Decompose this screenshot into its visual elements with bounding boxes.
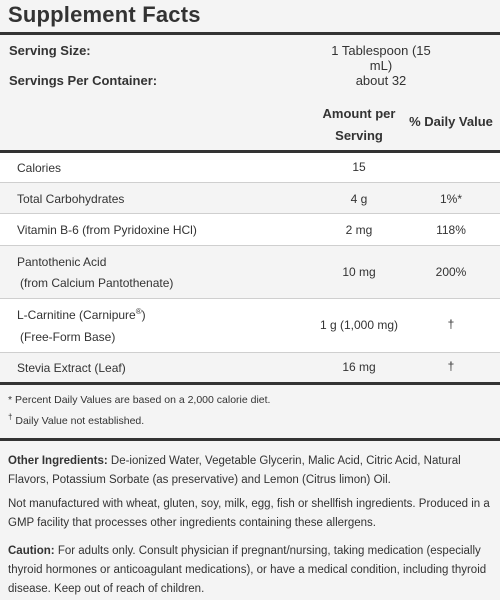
nutrient-name-text: L-Carnitine (Carnipure [17, 308, 136, 322]
table-row [0, 353, 500, 382]
title-divider [0, 32, 500, 35]
percent-daily-value-footnote: * Percent Daily Values are based on a 2,000 calorie diet. [8, 394, 271, 406]
nutrient-name: Stevia Extract (Leaf) [17, 361, 126, 375]
nutrient-amount: 15 [352, 160, 366, 174]
footnote-divider [0, 438, 500, 441]
nutrient-amount: 2 mg [345, 223, 373, 237]
table-bottom-divider [0, 382, 500, 385]
other-ingredients [8, 452, 496, 490]
nutrient-amount: 10 mg [342, 265, 376, 279]
nutrient-name-close: ) [141, 308, 146, 322]
nutrient-source: (Free-Form Base) [20, 330, 116, 344]
nutrient-amount: 16 mg [342, 360, 376, 374]
nutrient-amount: 1 g (1,000 mg) [319, 318, 399, 332]
servings-per-container-label: Servings Per Container: [9, 73, 158, 88]
nutrient-source: (from Calcium Pantothenate) [20, 276, 174, 290]
table-row [0, 153, 500, 183]
daily-value-header: % Daily Value [409, 114, 493, 129]
table-row [0, 246, 500, 299]
nutrient-daily-value: † [447, 359, 455, 373]
serving-size-label: Serving Size: [9, 43, 91, 58]
caution-text: For adults only. Consult physician if pregnant/nursing, taking medication (especially thyroid hormones or anticoagulant medications), or have a medical condition, including thyroid disease. Keep out of reach of children. [8, 545, 487, 595]
nutrient-name: Pantothenic Acid [17, 255, 107, 269]
nutrient-amount: 4 g [350, 192, 368, 206]
table-row [0, 299, 500, 353]
caution-statement [8, 542, 496, 599]
servings-per-container-value: about 32 [355, 73, 407, 88]
nutrient-name: Total Carbohydrates [17, 192, 125, 206]
registered-mark: ® [135, 307, 142, 316]
nutrient-name: Vitamin B-6 (from Pyridoxine HCl) [17, 223, 197, 237]
amount-header-line1: Amount per [322, 106, 396, 121]
allergen-statement: Not manufactured with wheat, gluten, soy, milk, egg, fish or shellfish ingredients. Produced in a GMP facility that processes other ingredients containing these allergens. [8, 498, 490, 529]
nutrient-name [17, 304, 146, 326]
dagger-footnote-text: Daily Value not established. [12, 415, 145, 427]
nutrient-daily-value: 200% [435, 265, 467, 279]
caution-label: Caution: [8, 545, 55, 557]
amount-per-serving-header [310, 103, 408, 147]
table-row [0, 183, 500, 214]
nutrient-daily-value: † [447, 317, 455, 331]
dagger-footnote [8, 412, 145, 427]
other-ingredients-label: Other Ingredients: [8, 455, 108, 467]
table-row [0, 214, 500, 246]
serving-size-value: 1 Tablespoon (15 mL) [331, 43, 431, 73]
nutrient-daily-value: 118% [436, 223, 466, 237]
nutrient-name: Calories [17, 161, 62, 175]
dagger-symbol: † [8, 412, 13, 422]
nutrient-daily-value: 1%* [439, 192, 462, 206]
other-ingredients-text: De-ionized Water, Vegetable Glycerin, Malic Acid, Citric Acid, Natural Flavors, Potassium Sorbate (as preservative) and Lemon (Citrus limon) Oil. [8, 455, 461, 486]
page-title: Supplement Facts [8, 2, 201, 27]
amount-header-line2: Serving [335, 128, 383, 143]
